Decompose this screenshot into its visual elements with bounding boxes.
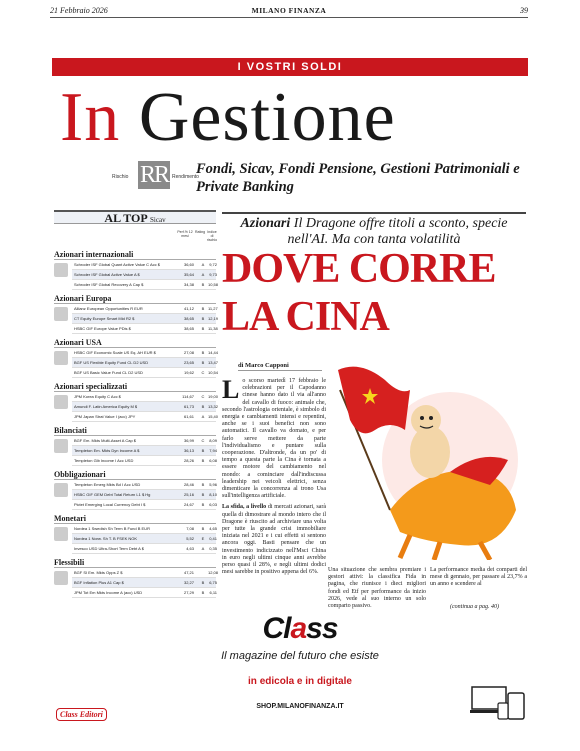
section-title: Obbligazionari bbox=[54, 469, 216, 480]
cell-r: B bbox=[201, 502, 205, 507]
table-row bbox=[72, 348, 219, 358]
article-intro-text: Il Dragone offre titoli a sconto, specie nell'AI. Ma con tanta volatilità bbox=[287, 216, 508, 247]
headline-line-1: DOVE CORRE bbox=[222, 246, 496, 292]
class-logo-a: a bbox=[290, 612, 307, 645]
section-title: Azionari internazionali bbox=[54, 249, 216, 260]
cell-r: B bbox=[201, 360, 205, 365]
table-row bbox=[72, 490, 216, 500]
cell-n: Schroder ISF Global Recovery A Cap $ bbox=[74, 282, 144, 287]
cell-p: 5,52 bbox=[186, 536, 194, 541]
cell-r: A bbox=[201, 262, 205, 267]
table-row bbox=[72, 402, 219, 412]
cell-p: 34,38 bbox=[183, 282, 194, 287]
table-row bbox=[72, 588, 216, 598]
cell-n: Schroder ISF Global Active Value A $ bbox=[74, 272, 140, 277]
cell-r: C bbox=[201, 438, 205, 443]
cell-p: 35,64 bbox=[183, 272, 194, 277]
article-intro bbox=[222, 212, 526, 248]
cell-p: 24,67 bbox=[183, 502, 194, 507]
dragon-rider-illustration bbox=[330, 360, 526, 560]
table-row bbox=[72, 392, 219, 402]
cell-p: 7,08 bbox=[186, 526, 194, 531]
cell-i: 6,03 bbox=[209, 502, 217, 507]
cell-n: JPM Japan Strat Value I (acc) JPY bbox=[74, 414, 136, 419]
sidebar-section bbox=[54, 513, 216, 554]
cell-i: 10,58 bbox=[208, 282, 219, 287]
cell-n: Templeton Emerg Mkts Bd I Acc USD bbox=[74, 482, 141, 487]
sidebar-section bbox=[54, 425, 216, 466]
col-rating: Rating bbox=[195, 230, 206, 234]
sidebar-title-small: Sicav bbox=[150, 216, 166, 224]
cell-n: Pictet Emerging Local Currency Debt I $ bbox=[74, 502, 146, 507]
cell-r: B bbox=[201, 580, 205, 585]
cell-r: B bbox=[201, 306, 205, 311]
cell-p: 25,16 bbox=[183, 492, 194, 497]
section-rows bbox=[54, 304, 219, 334]
article-col-1 bbox=[222, 375, 327, 576]
header-page: 39 bbox=[520, 6, 528, 15]
article-col-1-lead: La sfida, a livello bbox=[222, 504, 267, 511]
table-row bbox=[72, 304, 216, 314]
cell-r: B bbox=[201, 458, 205, 463]
column-headers bbox=[54, 224, 216, 246]
cell-p: 114,67 bbox=[182, 394, 194, 399]
cell-n: HSBC GIF Economic Scale US Eq. AH EUR $ bbox=[74, 350, 156, 355]
cell-n: Schroder ISF Global Quant Active Value C Acc $ bbox=[74, 262, 160, 267]
cell-r: B bbox=[201, 316, 205, 321]
fund-house-logo bbox=[54, 571, 68, 585]
rr-logo bbox=[112, 161, 200, 189]
ad-shop-link[interactable]: SHOP.MILANOFINANZA.IT bbox=[256, 703, 344, 710]
section-rows bbox=[54, 524, 216, 554]
article-col-1-text-b: di mercati azionari, sarà quella di dimostrare al mondo intero che il Dragone è riuscito ad archiviare una volta per tutte la grande crisi immobiliare iniziata nel 2021 e i cui effetti si sentono ancora oggi. Basti pensare che un investimento indicizzato nell'Msci China in euro negli ultimi cinque anni avrebbe perso quasi il 28%, e negli ultimi dodici mesi sarebbe in positivo appena del 6%. bbox=[222, 504, 327, 576]
section-rows bbox=[54, 436, 216, 466]
sidebar-section bbox=[54, 293, 219, 334]
sidebar-section bbox=[54, 337, 219, 378]
cell-p: 38,65 bbox=[183, 326, 194, 331]
cell-n: BGF Em. Mkts Multi-Asset A Cap $ bbox=[74, 438, 137, 443]
cell-r: B bbox=[201, 492, 205, 497]
cell-n: Nordea 1 Norw. Sh T. B FSEK NOK bbox=[74, 536, 138, 541]
header-date: 21 Febbraio 2026 bbox=[50, 6, 108, 15]
byline: di Marco Capponi bbox=[238, 362, 322, 371]
cell-i: 8,10 bbox=[209, 492, 217, 497]
section-title: Azionari Europa bbox=[54, 293, 216, 304]
cell-p: 36,99 bbox=[183, 438, 194, 443]
cell-i: 6,08 bbox=[209, 458, 217, 463]
cell-p: 61,61 bbox=[183, 414, 194, 419]
fund-house-logo bbox=[54, 263, 68, 277]
table-row bbox=[72, 578, 216, 588]
section-rows bbox=[54, 260, 219, 290]
sidebar-title-text: AL TOP bbox=[104, 211, 148, 225]
cell-n: Amundi F. Latin America Equity M $ bbox=[74, 404, 138, 409]
fund-house-logo bbox=[54, 483, 68, 497]
table-row bbox=[72, 412, 219, 422]
table-row bbox=[72, 480, 216, 490]
cell-r: B bbox=[201, 526, 205, 531]
cell-i: 10,54 bbox=[208, 370, 219, 375]
cell-i: 14,44 bbox=[208, 350, 219, 355]
title-in: In bbox=[60, 79, 121, 156]
article-col-3: La performance media dei comparti del mese di gennaio, per passare al 23,7% a un anno e scendere al bbox=[430, 567, 527, 588]
cell-p: 61,73 bbox=[183, 404, 194, 409]
cell-p: 36,60 bbox=[183, 262, 194, 267]
cell-n: HSBC GIF GEM Debt Total Return L1 $ Hg bbox=[74, 492, 151, 497]
ad-edicola: in edicola e in digitale bbox=[248, 676, 352, 687]
section-title: Bilanciati bbox=[54, 425, 216, 436]
sidebar-title bbox=[54, 210, 216, 224]
table-row bbox=[72, 260, 216, 270]
fund-house-logo bbox=[54, 351, 68, 365]
cell-n: JPM Korea Equity C Acc $ bbox=[74, 394, 121, 399]
cell-n: HSBC GIF Europe Value PDis $ bbox=[74, 326, 131, 331]
table-row bbox=[72, 324, 216, 334]
cell-r: B bbox=[201, 448, 205, 453]
section-rows bbox=[54, 568, 219, 598]
cell-r: A bbox=[201, 546, 205, 551]
cell-i: 5,96 bbox=[209, 482, 217, 487]
cell-r: A bbox=[201, 414, 205, 419]
cell-n: Invesco USD Ultra-Short Term Debt A $ bbox=[74, 546, 144, 551]
col-risk: Indice di rischio bbox=[206, 230, 218, 242]
table-row bbox=[72, 456, 216, 466]
devices-icon bbox=[470, 685, 526, 721]
subtitle: Fondi, Sicav, Fondi Pensione, Gestioni Patrimoniali e Private Banking bbox=[196, 161, 520, 195]
cell-r: B bbox=[201, 282, 205, 287]
article-col-1-text-a: o scorso martedì 17 febbraio le celebrazioni per il Capodanno cinese hanno dato il via all'anno del cavallo di fuoco: animale che, secondo l'astrologia orientale, è simbolo di energia e cambiamenti intensi e repentini, anche se i suoi benefici non sono automatici. Il cavallo va domato, e per farlo serve mettere da parte l'individualismo e puntare sulla cooperazione. D'altronde, da un po' di tempo a questa parte la Cina è tornata a essere motore del cambiamento nel mondo: a cominciare dall'indiscussa leadership nei veicoli elettrici, senza dimenticare la concorrenza al trono Usa sull'intelligenza artificiale. bbox=[222, 378, 326, 500]
class-logo bbox=[190, 612, 410, 646]
sidebar-section bbox=[54, 381, 219, 422]
drop-cap: L bbox=[222, 375, 240, 404]
rr-box: RR bbox=[139, 162, 168, 188]
cell-r: E bbox=[201, 536, 205, 541]
table-row bbox=[72, 446, 216, 456]
section-title: Azionari specializzati bbox=[54, 381, 216, 392]
table-row bbox=[72, 524, 216, 534]
cell-p: 47,21 bbox=[183, 570, 194, 575]
cell-r: B bbox=[201, 350, 205, 355]
header-paper: MILANO FINANZA bbox=[251, 6, 327, 15]
table-row bbox=[72, 358, 219, 368]
section-title: Monetari bbox=[54, 513, 216, 524]
cell-i: 12,08 bbox=[208, 570, 219, 575]
cell-p: 23,65 bbox=[183, 360, 194, 365]
cell-n: Templeton Glb Income I Acc USD bbox=[74, 458, 134, 463]
cell-n: JPM Tot Em Mkts Income A (acc) USD bbox=[74, 590, 143, 595]
cell-i: 4,65 bbox=[209, 526, 217, 531]
cell-i: 0,35 bbox=[209, 546, 217, 551]
cell-i: 9,72 bbox=[209, 262, 217, 267]
section-title: Azionari USA bbox=[54, 337, 216, 348]
cell-n: CT Equity Europe Smart Mid R2 $ bbox=[74, 316, 135, 321]
article-kicker: Azionari bbox=[240, 216, 291, 231]
rr-left: Rischio bbox=[112, 174, 129, 180]
cell-n: BGF Inflation Plus A1 Cap $ bbox=[74, 580, 124, 585]
table-row bbox=[72, 500, 216, 510]
cell-i: 19,00 bbox=[208, 394, 219, 399]
cell-r: A bbox=[201, 272, 205, 277]
section-rows bbox=[54, 348, 219, 378]
cell-p: 19,62 bbox=[183, 370, 194, 375]
cell-i: 13,47 bbox=[208, 360, 219, 365]
cell-r: B bbox=[201, 590, 205, 595]
fund-house-logo bbox=[54, 527, 68, 541]
page-header bbox=[50, 6, 528, 18]
cell-r: C bbox=[201, 394, 205, 399]
cell-p: 41,12 bbox=[183, 306, 194, 311]
cell-p: 32,27 bbox=[183, 580, 194, 585]
fund-house-logo bbox=[54, 439, 68, 453]
cell-n: Allianz European Opportunities R EUR bbox=[74, 306, 143, 311]
section-band: I VOSTRI SOLDI bbox=[52, 58, 528, 76]
article-col-2: Una situazione che sembra premiare i gestori attivi: la classifica Fida in pagina, che riunisce i dieci migliori fondi ed Etf per performance da inizio 2026, vede al suo interno un solo comparto passivo. bbox=[328, 567, 426, 610]
continued-note: (continua a pag. 40) bbox=[450, 604, 499, 610]
cell-r: C bbox=[201, 370, 205, 375]
cell-i: 7,94 bbox=[209, 448, 217, 453]
cell-i: 13,32 bbox=[208, 404, 219, 409]
cell-i: 6,11 bbox=[209, 590, 217, 595]
cell-p: 27,08 bbox=[183, 350, 194, 355]
section-title: Flessibili bbox=[54, 557, 216, 568]
class-logo-post: ss bbox=[306, 612, 338, 645]
page-title bbox=[60, 78, 396, 158]
cell-n: BGF US Basic Value Fund CL D2 USD bbox=[74, 370, 143, 375]
ad-tagline: Il magazine del futuro che esiste bbox=[221, 650, 379, 662]
cell-r: B bbox=[201, 482, 205, 487]
cell-n: BGF US Flexible Equity Fund CL D2 USD bbox=[74, 360, 149, 365]
sidebar-al-top bbox=[54, 210, 219, 601]
table-row bbox=[72, 270, 216, 280]
title-rest: Gestione bbox=[138, 79, 396, 156]
sidebar-section bbox=[54, 557, 219, 598]
sidebar-sections bbox=[54, 249, 219, 598]
class-advert[interactable] bbox=[190, 612, 410, 710]
table-row bbox=[72, 368, 219, 378]
publisher-logo: Class Editori bbox=[56, 708, 107, 721]
cell-i: 15,40 bbox=[208, 414, 219, 419]
cell-p: 4,63 bbox=[186, 546, 194, 551]
cell-p: 28,26 bbox=[183, 458, 194, 463]
cell-i: 9,73 bbox=[209, 272, 217, 277]
sidebar-section bbox=[54, 469, 216, 510]
table-row bbox=[72, 280, 219, 290]
sidebar-section bbox=[54, 249, 219, 290]
cell-r: B bbox=[201, 326, 205, 331]
cell-i: 0,41 bbox=[209, 536, 217, 541]
cell-i: 8,09 bbox=[209, 438, 217, 443]
class-logo-pre: Cl bbox=[262, 612, 291, 645]
cell-p: 27,29 bbox=[183, 590, 194, 595]
cell-i: 6,75 bbox=[209, 580, 217, 585]
table-row bbox=[72, 436, 216, 446]
table-row bbox=[72, 568, 219, 578]
cell-r: B bbox=[201, 404, 205, 409]
section-rows bbox=[54, 480, 216, 510]
table-row bbox=[72, 314, 219, 324]
cell-p: 36,13 bbox=[183, 448, 194, 453]
col-perf: Perf.% 12 mesi bbox=[177, 230, 193, 238]
section-rows bbox=[54, 392, 219, 422]
fund-house-logo bbox=[54, 395, 68, 409]
table-row bbox=[72, 534, 216, 544]
rr-right: Rendimento bbox=[172, 174, 199, 180]
cell-p: 38,65 bbox=[183, 316, 194, 321]
cell-i: 11,38 bbox=[208, 326, 218, 331]
cell-n: Templeton Em. Mkts Dyn Income A $ bbox=[74, 448, 140, 453]
fund-house-logo bbox=[54, 307, 68, 321]
cell-n: BGF SI Em. Mkts Opps Z $ bbox=[74, 570, 123, 575]
cell-i: 12,19 bbox=[208, 316, 219, 321]
table-row bbox=[72, 544, 216, 554]
cell-p: 28,46 bbox=[183, 482, 194, 487]
cell-n: Nordea 1 Swedish Sh Term B Fund B EUR bbox=[74, 526, 150, 531]
cell-i: 11,27 bbox=[208, 306, 218, 311]
headline-line-2: LA CINA bbox=[222, 294, 389, 340]
